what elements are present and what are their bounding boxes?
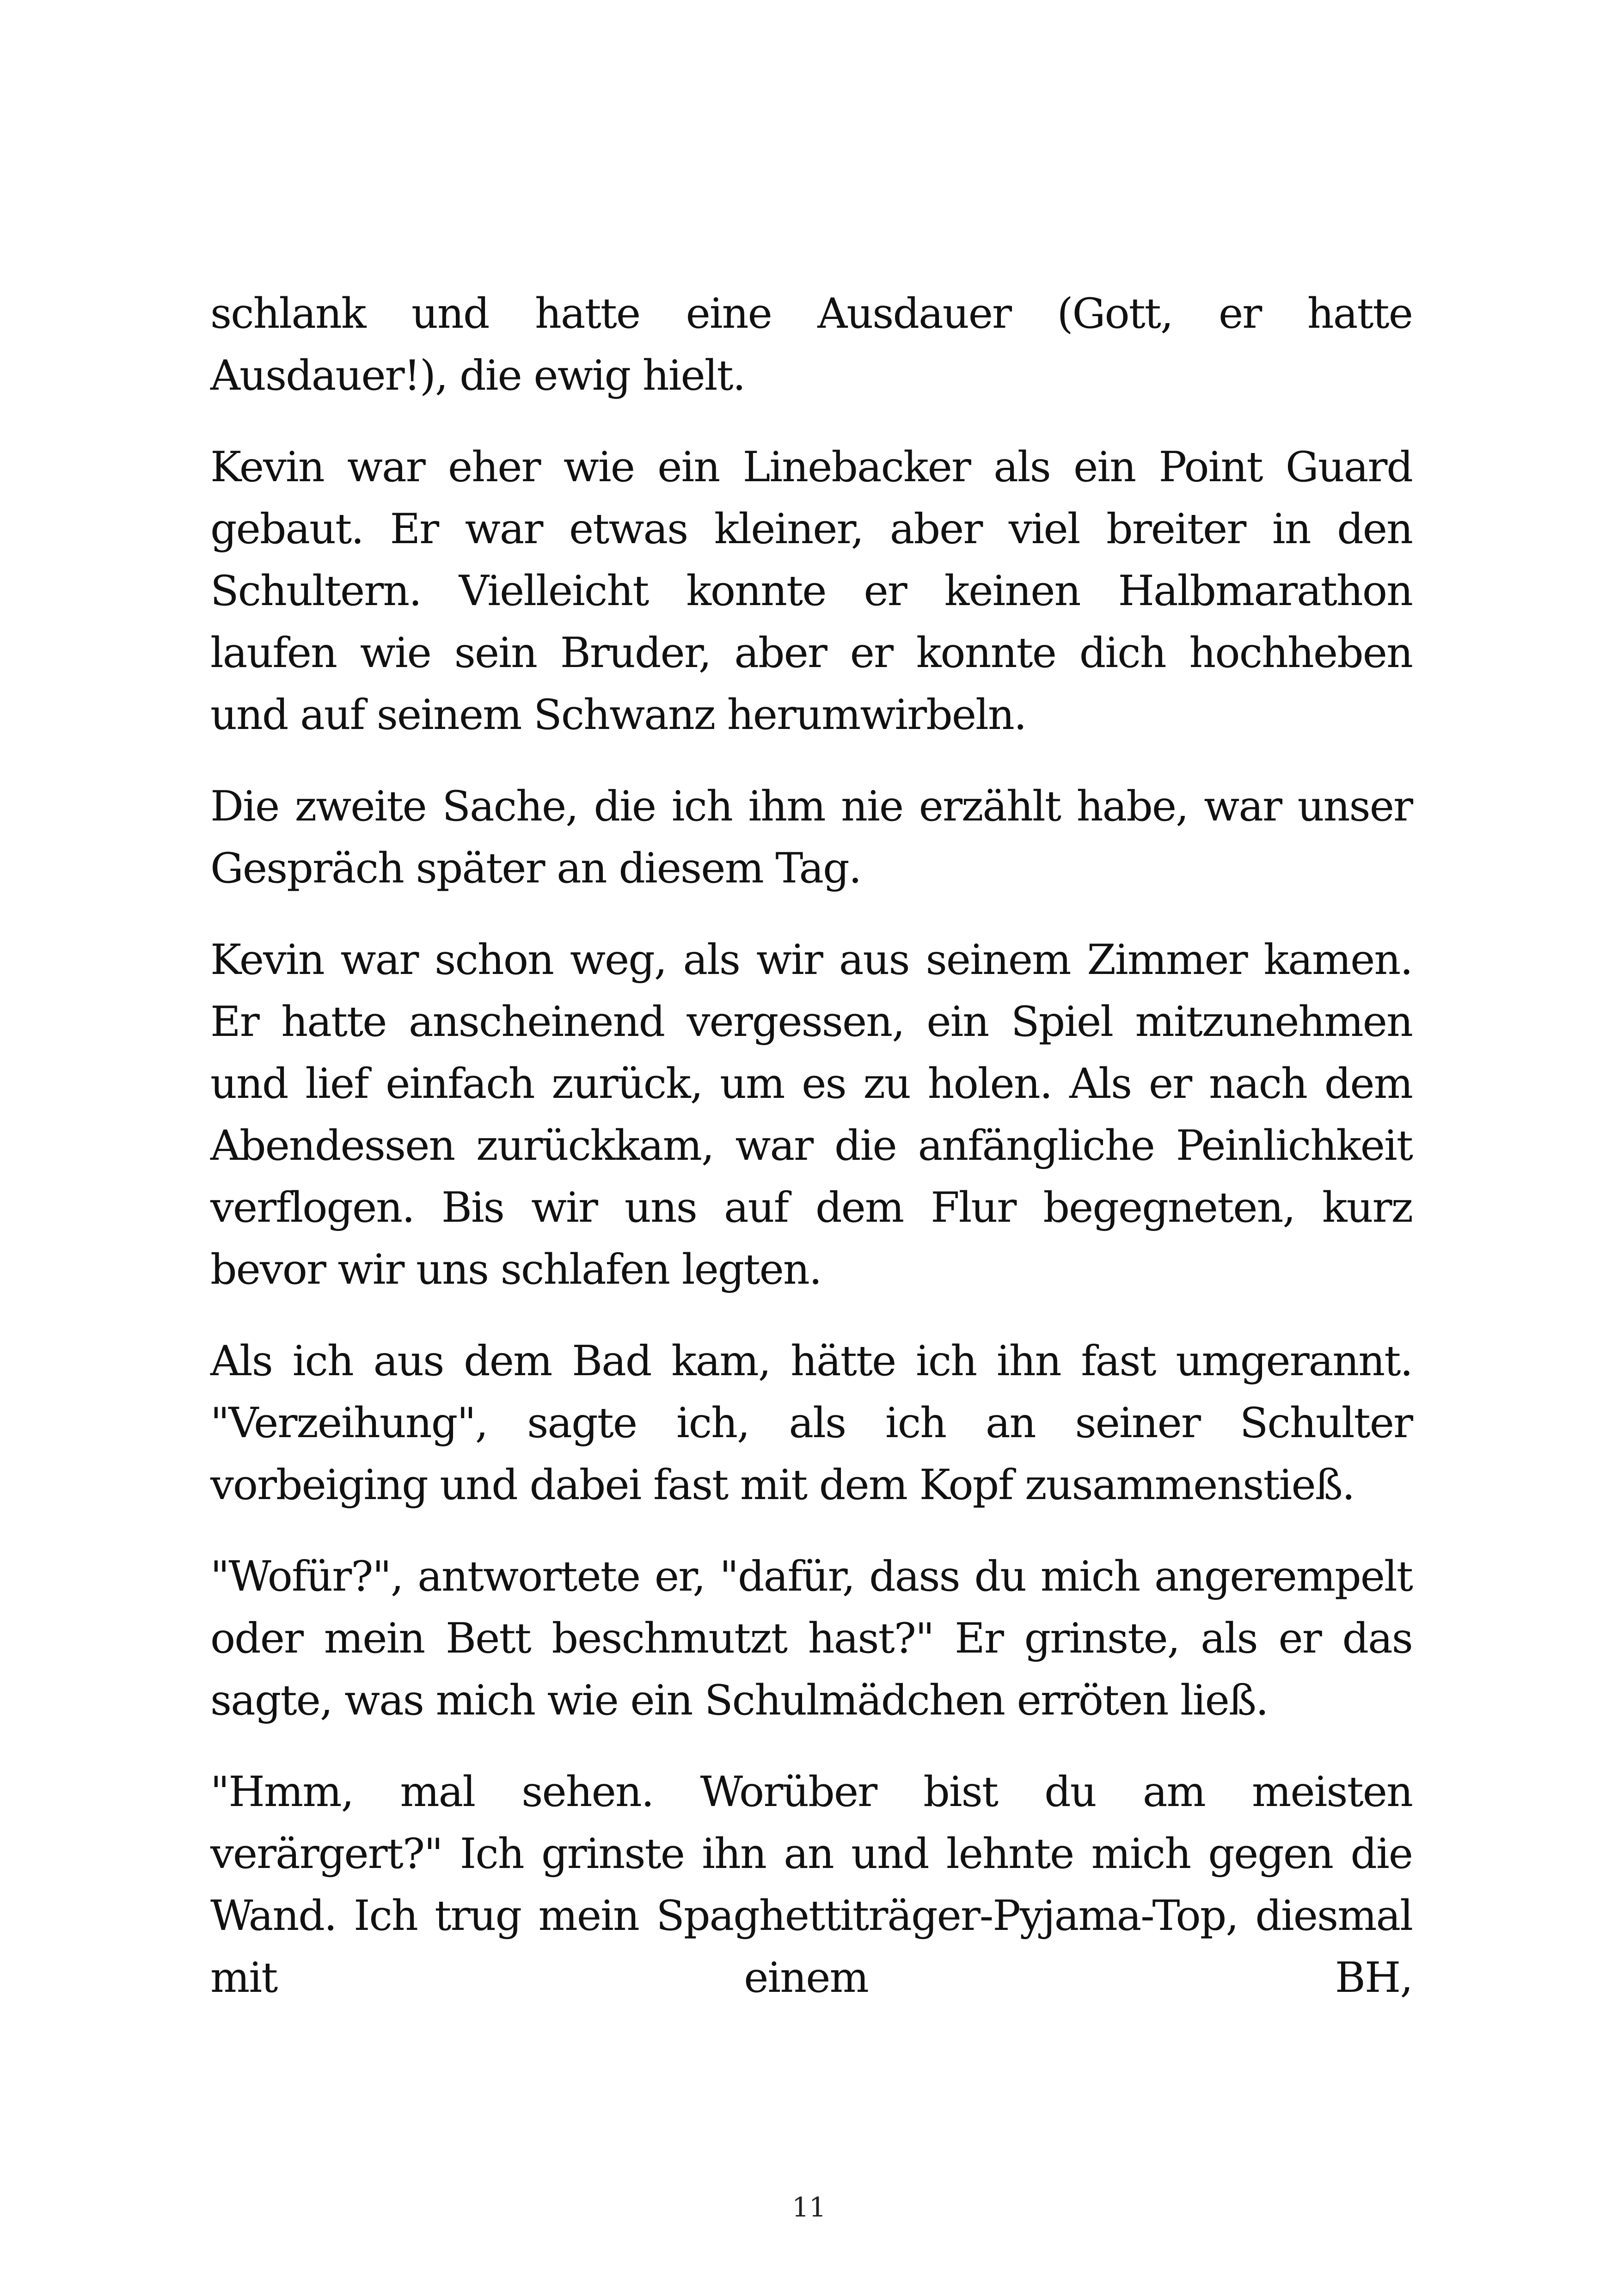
- paragraph: Die zweite Sache, die ich ihm nie erzählt habe, war unser Gespräch später an diesem Tag.: [210, 782, 1412, 893]
- paragraph: "Wofür?", antwortete er, "dafür, dass du mich angerempelt oder mein Bett beschmutzt hast?" Er grinste, als er das sagte, was mich wie ein Schulmädchen erröten ließ.: [210, 1552, 1412, 1725]
- page-body: [210, 283, 1412, 2039]
- paragraph: Kevin war schon weg, als wir aus seinem Zimmer kamen. Er hatte anscheinend vergessen, ein Spiel mitzunehmen und lief einfach zurück, um es zu holen. Als er nach dem Abendessen zurückkam, war die anfängliche Peinlichkeit verflogen. Bis wir uns auf dem Flur begegneten, kurz bevor wir uns schlafen legten.: [210, 936, 1412, 1294]
- paragraph: Als ich aus dem Bad kam, hätte ich ihn fast umgerannt. "Verzeihung", sagte ich, als ich an seiner Schulter vorbeiging und dabei fast mit dem Kopf zusammenstieß.: [210, 1337, 1412, 1509]
- paragraph: "Hmm, mal sehen. Worüber bist du am meisten verärgert?" Ich grinste ihn an und lehnte mich gegen die Wand. Ich trug mein Spaghettiträger-Pyjama-Top, diesmal mit einem BH,: [210, 1768, 1412, 2002]
- paragraph: Kevin war eher wie ein Linebacker als ein Point Guard gebaut. Er war etwas kleiner, aber viel breiter in den Schultern. Vielleicht konnte er keinen Halbmarathon laufen wie sein Bruder, aber er konnte dich hochheben und auf seinem Schwanz herumwirbeln.: [210, 443, 1412, 739]
- paragraph: schlank und hatte eine Ausdauer (Gott, er hatte Ausdauer!), die ewig hielt.: [210, 289, 1412, 400]
- page-number: 11: [792, 2192, 826, 2223]
